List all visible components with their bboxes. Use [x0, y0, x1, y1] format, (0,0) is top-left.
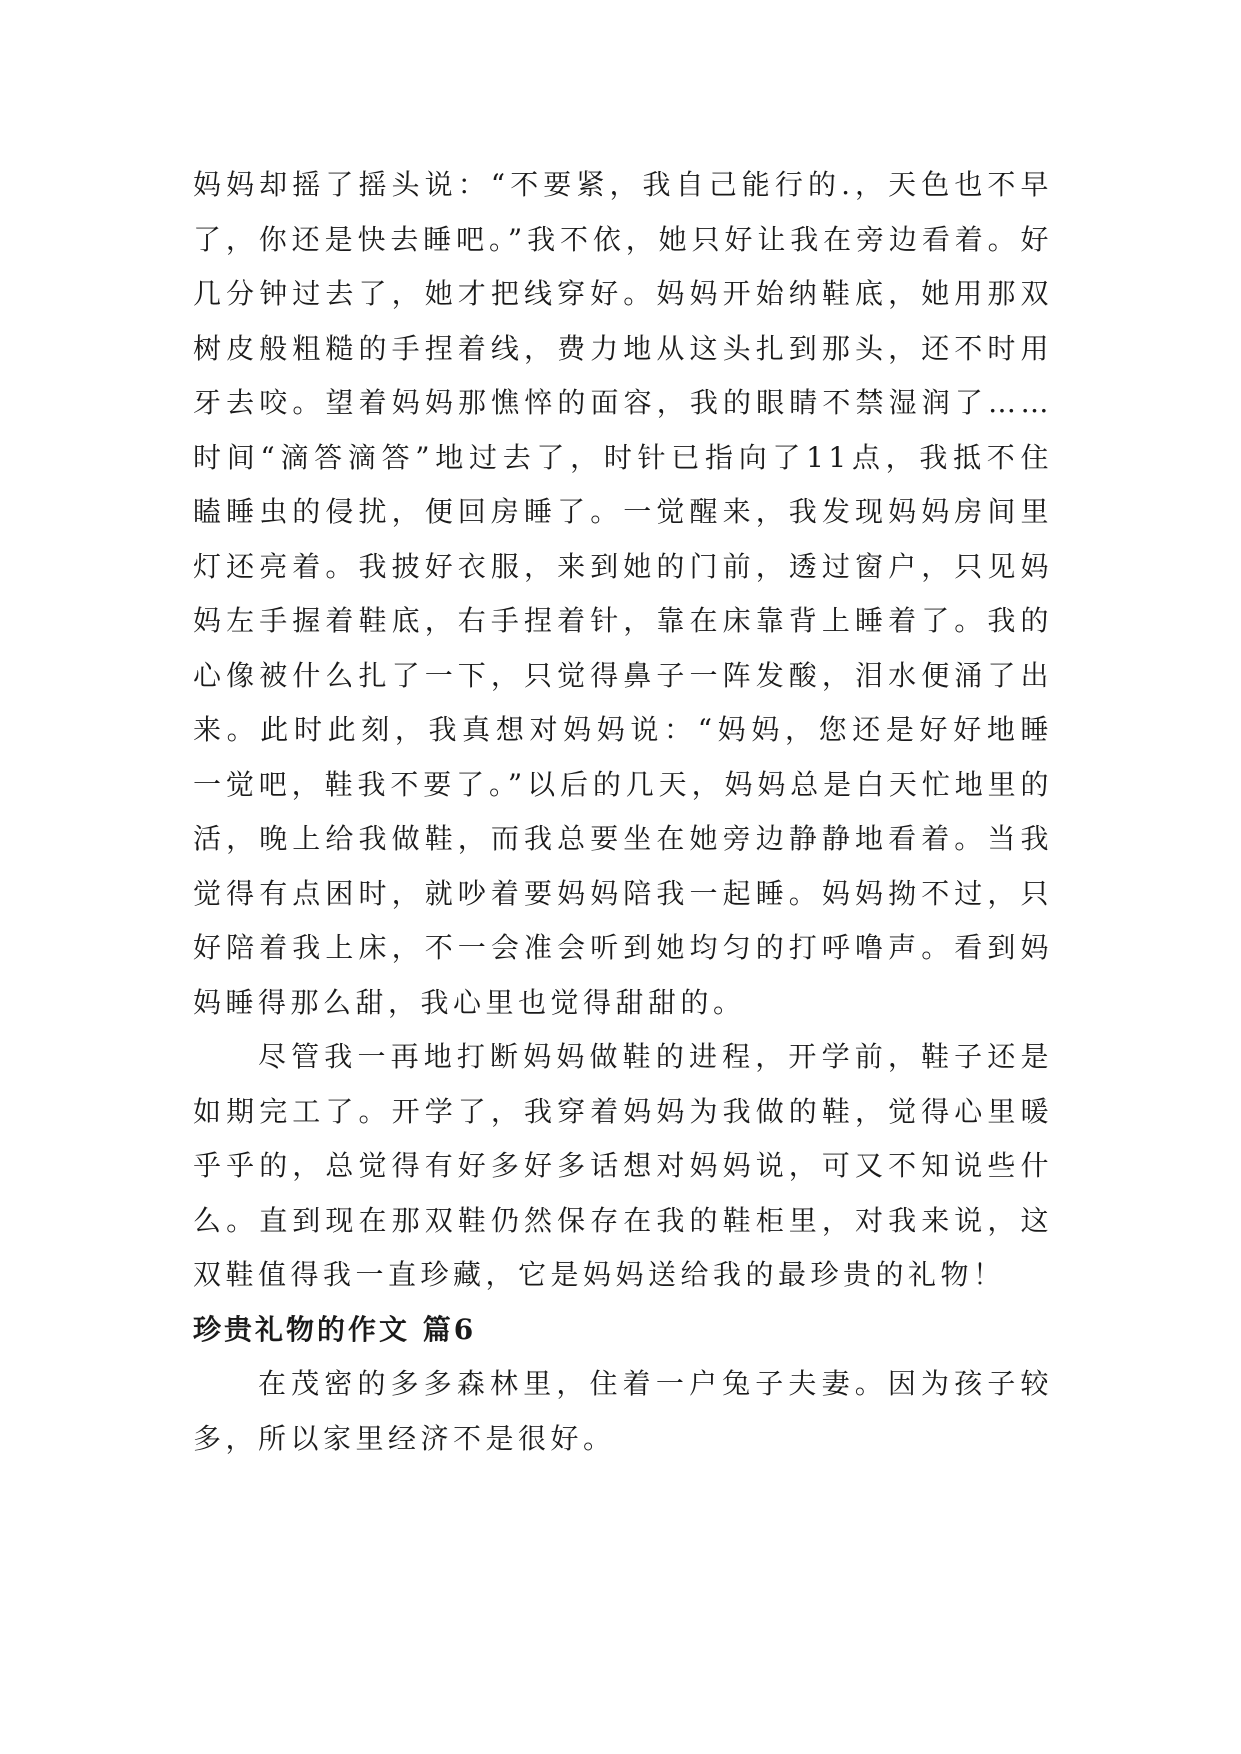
- paragraph: 尽管我一再地打断妈妈做鞋的进程，开学前，鞋子还是如期完工了。开学了，我穿着妈妈为我做的鞋，觉得心里暖乎乎的，总觉得有好多好多话想对妈妈说，可又不知说些什么。直到现在那双鞋仍然保存在我的鞋柜里，对我来说，这双鞋值得我一直珍藏，它是妈妈送给我的最珍贵的礼物！: [193, 1040, 1053, 1291]
- document-page: [193, 158, 1053, 1466]
- section-heading: 珍贵礼物的作文 篇6: [193, 1312, 477, 1346]
- paragraph: 在茂密的多多森林里，住着一户兔子夫妻。因为孩子较多，所以家里经济不是很好。: [193, 1367, 1053, 1455]
- paragraph: 妈妈却摇了摇头说：“不要紧，我自己能行的.，天色也不早了，你还是快去睡吧。”我不依，她只好让我在旁边看着。好几分钟过去了，她才把线穿好。妈妈开始纳鞋底，她用那双树皮般粗糙的手捏着线，费力地从这头扎到那头，还不时用牙去咬。望着妈妈那憔悴的面容，我的眼睛不禁湿润了……时间“滴答滴答”地过去了，时针已指向了11点，我抵不住瞌睡虫的侵扰，便回房睡了。一觉醒来，我发现妈妈房间里灯还亮着。我披好衣服，来到她的门前，透过窗户，只见妈妈左手握着鞋底，右手捏着针，靠在床靠背上睡着了。我的心像被什么扎了一下，只觉得鼻子一阵发酸，泪水便涌了出来。此时此刻，我真想对妈妈说：“妈妈，您还是好好地睡一觉吧，鞋我不要了。”以后的几天，妈妈总是白天忙地里的活，晚上给我做鞋，而我总要坐在她旁边静静地看着。当我觉得有点困时，就吵着要妈妈陪我一起睡。妈妈拗不过，只好陪着我上床，不一会准会听到她均匀的打呼噜声。看到妈妈睡得那么甜，我心里也觉得甜甜的。: [193, 168, 1053, 1019]
